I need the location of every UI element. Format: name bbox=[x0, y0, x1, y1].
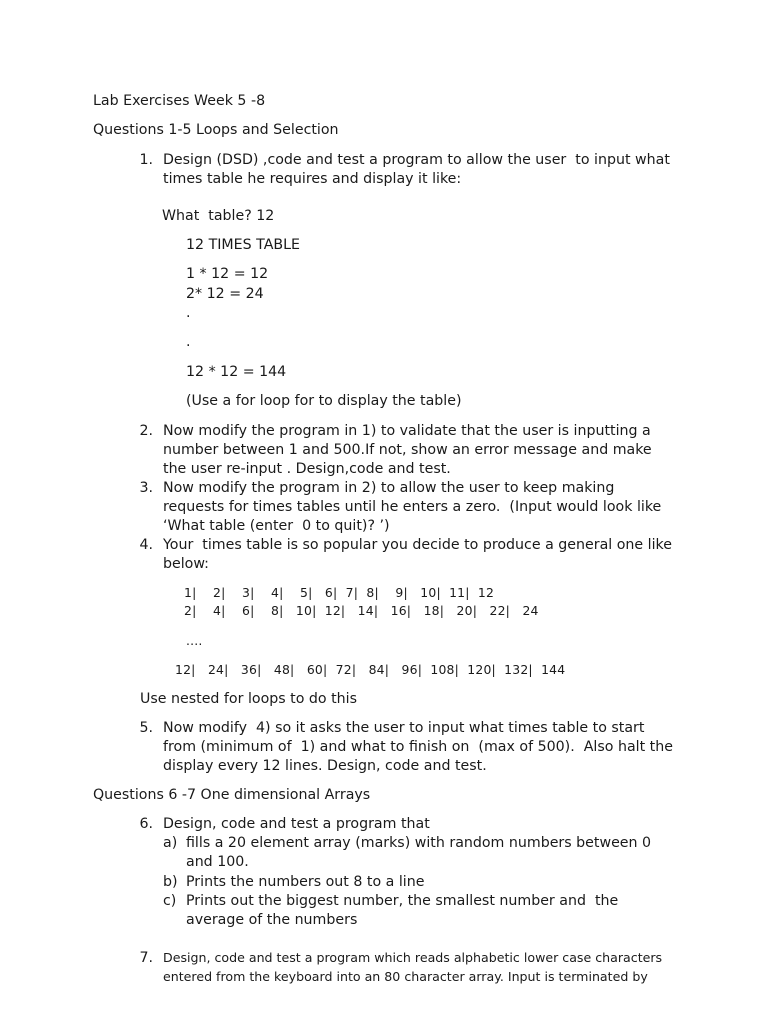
q4-number: 4. bbox=[139, 537, 153, 553]
q6-c-line2: average of the numbers bbox=[186, 912, 358, 928]
q1-example-dot2: . bbox=[186, 334, 191, 350]
q6-number: 6. bbox=[139, 816, 153, 832]
q6-a-line2: and 100. bbox=[186, 854, 249, 870]
q4-text-line2: below: bbox=[163, 556, 209, 572]
q5-text-line3: display every 12 lines. Design, code and test. bbox=[163, 758, 487, 774]
q4-grid-row1: 1| 2| 3| 4| 5| 6| 7| 8| 9| 10| 11| 12 bbox=[184, 585, 495, 600]
q2-text-line3: the user re-input . Design,code and test. bbox=[163, 461, 451, 477]
q7-text-line2: entered from the keyboard into an 80 character array. Input is terminated by bbox=[163, 969, 648, 984]
doc-title: Lab Exercises Week 5 -8 bbox=[93, 93, 266, 109]
q3-number: 3. bbox=[139, 480, 153, 496]
q4-text-line1: Your times table is so popular you decide to produce a general one like bbox=[163, 537, 672, 553]
q6-c-line1: Prints out the biggest number, the smallest number and the bbox=[186, 893, 619, 909]
q1-hint: (Use a for loop for to display the table) bbox=[186, 393, 462, 409]
q1-example-row2: 2* 12 = 24 bbox=[186, 286, 264, 302]
q7-text-line1: Design, code and test a program which reads alphabetic lower case characters bbox=[163, 950, 663, 965]
q1-text-line2: times table he requires and display it like: bbox=[163, 171, 462, 187]
q6-a-label: a) bbox=[163, 835, 178, 851]
q2-text-line1: Now modify the program in 1) to validate that the user is inputting a bbox=[163, 423, 651, 439]
q5-text-line1: Now modify 4) so it asks the user to input what times table to start bbox=[163, 720, 645, 736]
q1-text-line1: Design (DSD) ,code and test a program to allow the user to input what bbox=[163, 152, 670, 168]
q5-text-line2: from (minimum of 1) and what to finish on (max of 500). Also halt the bbox=[163, 739, 673, 755]
q7-number: 7. bbox=[139, 950, 153, 966]
q6-b-label: b) bbox=[163, 874, 178, 890]
section-heading-arrays: Questions 6 -7 One dimensional Arrays bbox=[93, 787, 371, 803]
q3-text-line2: requests for times tables until he enters a zero. (Input would look like bbox=[163, 499, 662, 515]
q1-example-row12: 12 * 12 = 144 bbox=[186, 364, 287, 380]
q1-example-row1: 1 * 12 = 12 bbox=[186, 266, 269, 282]
q1-example-heading: 12 TIMES TABLE bbox=[186, 237, 301, 253]
q3-text-line3: ‘What table (enter 0 to quit)? ’) bbox=[163, 518, 390, 534]
q3-text-line1: Now modify the program in 2) to allow the user to keep making bbox=[163, 480, 615, 496]
q4-note: Use nested for loops to do this bbox=[140, 691, 357, 707]
q4-grid-row12: 12| 24| 36| 48| 60| 72| 84| 96| 108| 120| 132| 144 bbox=[175, 662, 566, 677]
q2-text-line2: number between 1 and 500.If not, show an error message and make bbox=[163, 442, 652, 458]
q5-number: 5. bbox=[139, 720, 153, 736]
q4-grid-row2: 2| 4| 6| 8| 10| 12| 14| 16| 18| 20| 22| 24 bbox=[184, 603, 539, 618]
q4-grid-ellipsis: .... bbox=[186, 633, 203, 648]
q6-text-line1: Design, code and test a program that bbox=[163, 816, 430, 832]
q1-example-dot1: . bbox=[186, 305, 191, 321]
q6-b-line1: Prints the numbers out 8 to a line bbox=[186, 874, 425, 890]
q2-number: 2. bbox=[139, 423, 153, 439]
q6-c-label: c) bbox=[163, 893, 177, 909]
q1-example-prompt: What table? 12 bbox=[162, 208, 275, 224]
section-heading-loops: Questions 1-5 Loops and Selection bbox=[93, 122, 339, 138]
q1-number: 1. bbox=[139, 152, 153, 168]
q6-a-line1: fills a 20 element array (marks) with random numbers between 0 bbox=[186, 835, 652, 851]
